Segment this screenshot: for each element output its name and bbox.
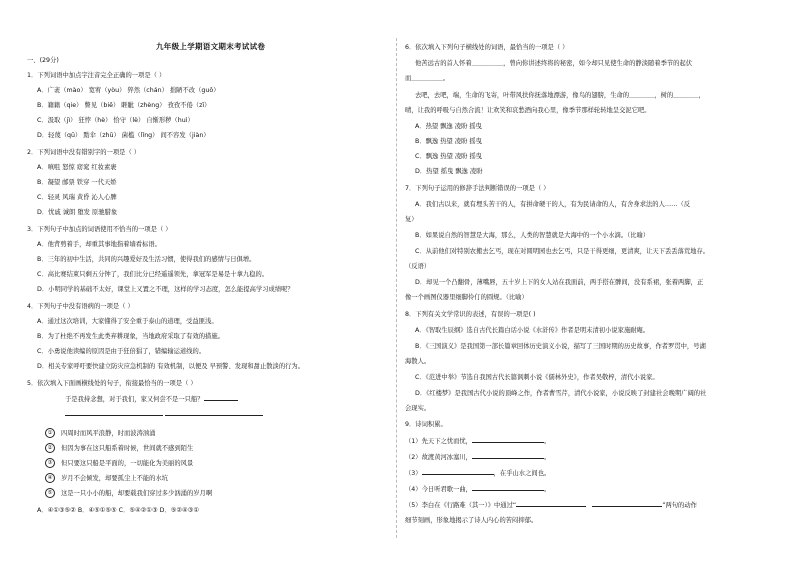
q2-option-b: B．凝望 邮票 铁穿 一代天娇 [37,179,117,186]
q6-passage-line-1: 他苦远古的首人怀着＿＿＿＿＿，曾向你讲述终将的秘密，如今却只见使生命的静淡随着季节的起伏 [415,60,693,67]
q4-option-a: A．通过这次培训，大家懂得了安全重于泰山的道理，受益匪浅。 [37,318,218,325]
q6-passage-line-2: 而＿＿＿＿＿。 [405,75,450,82]
q8-option-a: A．《智取生辰纲》选自古代长篇白话小说《水浒传》作者是明末清初小说家施耐庵。 [415,327,650,334]
q2-option-d: D．忧戚 诚朗 堕发 原驰腊象 [37,209,118,216]
q4-option-d: D．相关专家呼吁要快建立防灾应急机制的 有效机制，以便及 早预警、发现和甜止散淡的行为。 [37,363,305,370]
q1-option-b: B．籍籍（qie） 瞥见（biē） 睚眦（zhèng） 孜孜不倦（zī） [37,102,211,109]
q9-item-1: （1）先天下之忧而忧， 。 [405,434,550,449]
q5-lead-sentence [65,392,238,407]
q9-item-5: （5）李白在《行路难（其一）》中通过“ ”两句的动作 [405,498,697,513]
q2-option-c: C．轻灵 风瑞 黄昏 沁人心脾 [37,194,117,201]
q1-option-a: A．广袤（mào） 宽宥（yòu） 猝然（chán） 拙陋不改（guǒ） [37,87,220,94]
q6-option-d: D．热望 摇曳 飘逸 凌盼 [415,168,483,175]
answer-blank[interactable] [516,498,586,507]
q7-option-d-cont: 像一个画图仪器里细脚伶仃的圆规。（比喻） [405,294,528,301]
q4-option-b: B．为了杜绝不再发生此类弃耕现象，当地政府采取了有效的措施。 [37,333,224,340]
answer-blank[interactable] [422,466,494,475]
q3-option-c: C．高比赛结束只剩五分钟了，我们比分已经遥遥领先，拿冠军是易是十拿九稳的。 [37,271,269,278]
answer-blank[interactable] [472,482,544,491]
q8-option-b-cont: 海散人。 [405,358,431,365]
q1-option-c: C．汲取（jì） 狂悖（hè） 恰守（lè） 自惭形秽（huì） [37,117,194,124]
question-4: 4．下列句子中没有语病的一项是（ ） [27,303,134,310]
q8-option-d: D．《红楼梦》是我国古代小说的顶峰之作，作者曹雪芹，清代小说家，小说反映了封建社会晚期广阔的社 [415,390,707,397]
answer-blank[interactable] [472,450,544,459]
q7-option-c-cont: （反语） [405,263,431,270]
question-5: 5．依次填入下面画横线处的句子，衔接最恰当的一项是（ ） [27,380,197,387]
q5-sentence-3: ③ 但只要这只船是平面的，一切能化为美丽的风景 [45,457,193,471]
q7-option-d: D．却见一个凸翻骨，薄嘴唇，五十岁上下的女人站在我面前，两手搭在髀间，没有系裙，张着两脚，正 [415,279,704,286]
q3-option-a: A．他背剪着手，却重其事地指着墙看标语。 [37,241,161,248]
question-6: 6．依次填入下列句子横线处的词语，最恰当的一项是（ ） [405,44,569,51]
q5-blank-line[interactable] [65,407,263,422]
q4-option-c: C．小勇说他读编的原因是由于狂倍猖了，错编输运道线的。 [37,348,206,355]
q6-option-a: A．热望 飘逸 凌盼 摇曳 [415,123,482,130]
q9-item-2: （2）故渡黄河冰塞川， 。 [405,450,550,465]
answer-blank[interactable] [472,434,544,443]
q5-lead-text: 于是我持念想，对于我们，家又何尝不是一只船？ [65,396,204,403]
question-8: 8．下列有关文学常识的表述，有误的一项是( ) [405,311,536,318]
question-9: 9．诗词积累。 [405,421,447,428]
answer-blank[interactable] [204,392,238,401]
q8-option-c: C．《范进中举》节选自我国古代长篇讽刺小说《儒林外史》，作者吴敬梓，清代小说家。 [415,374,659,381]
q9-item-3: （3） ，在乎山水之间也。 [405,466,550,481]
answer-blank[interactable] [592,498,662,507]
q5-sentence-5: ⑤ 这是一只小小的船，却要载我们穿过多少汹涌的岁月啊 [45,487,212,501]
q3-option-b: B．三年的初中生活，共同的兴趣爱好及生活习惯，使得我们的感情与日俱增。 [37,256,256,263]
option-marker: ② [45,443,55,453]
q5-sentence-4: ④ 岁月不会倾发，却要孤尘上不能的水坑 [45,472,168,486]
q8-option-b: B．《三国演义》是我国第一部长篇章回体历史演义小说，描写了三国时期的历史故事，作者罗贯中，号湖 [415,343,706,350]
question-1: 1．下列词语中加点字注音完全正确的一项是（ ） [27,72,166,79]
q6-passage-line-3: 去吧，去吧，端，生命的飞寄，叶带风扶你抚落地漂游，像鸟的翅膀，生命的＿＿＿＿，树的＿＿＿＿， [415,92,705,99]
option-marker: ③ [45,458,55,468]
section-heading: 一、(29分) [27,57,59,64]
question-7: 7．下列句子运用的修辞手法判断错误的一项是（ ） [405,185,550,192]
answer-blank[interactable] [165,407,263,416]
option-marker: ① [45,428,55,438]
q7-option-c: C．从前他们对特别农搬去乞丐，现在对圆明园也去乞丐，只是干得更细，更清爽，让天下丢丢落荒地存。 [415,248,710,255]
exam-title: 九年级上学期语文期末考试试卷 [156,42,266,51]
option-marker: ⑤ [45,488,55,498]
q5-options: A．④①③⑤② B．④⑤①⑤⑤ C．⑤④②①③ D．⑤②④③① [37,507,199,514]
q6-option-b: B．飘逸 热望 凌盼 摇曳 [415,138,482,145]
column-divider [396,38,397,538]
q2-option-a: A．嗔咀 怒惊 窈窕 红妆素裹 [37,164,117,171]
q1-option-d: D．轻蔑（qū） 黠伞（zhū） 菌槛（lǐng） 间不容发（jiàn） [37,132,210,139]
option-marker: ④ [45,473,55,483]
q6-passage-line-4: 晴，让我的呼吸与自然合流！让欢笑和哀愁酒向我心里，像季节那样轮转地呈交泥它吧。 [405,107,651,114]
q7-option-a-cont: 复） [405,216,418,223]
q6-option-c: C．飘逸 热望 凌盼 摇曳 [415,153,483,160]
answer-blank[interactable] [65,407,163,416]
q7-option-b: B．如果说自然的智慧是大海，那么，人类的智慧就是大海中的一个小水滴。（比喻） [415,232,650,239]
q7-option-a: A．我们古以来，就有埋头苦干的人，有拼命硬干的人，有为民请命的人，有舍身求法的人……（反 [415,201,691,208]
q9-item-4: （4）今日听君歌一曲， 。 [405,482,550,497]
question-2: 2．下列词语中没有错别字的一项是（ ） [27,149,141,156]
q3-option-d: D．小明同学的基础不太好，课堂上又置之不理，这样的学习态度，怎么能提高学习成绩呢？ [37,286,294,293]
q8-option-d-cont: 会现实。 [405,405,431,412]
q5-sentence-1: ① 四周时而风平浪静，时而波涛汹涌 [45,427,155,441]
q9-item-5-cont: 细节刻画，形象地揭示了诗人内心的苦闷抑郁。 [405,517,538,524]
q5-sentence-2: ② 但因为事在这只船系着时候，世间就不感到陌生 [45,442,193,456]
question-3: 3．下列句子中加点的词语使用不恰当的一项是（ ） [27,226,172,233]
